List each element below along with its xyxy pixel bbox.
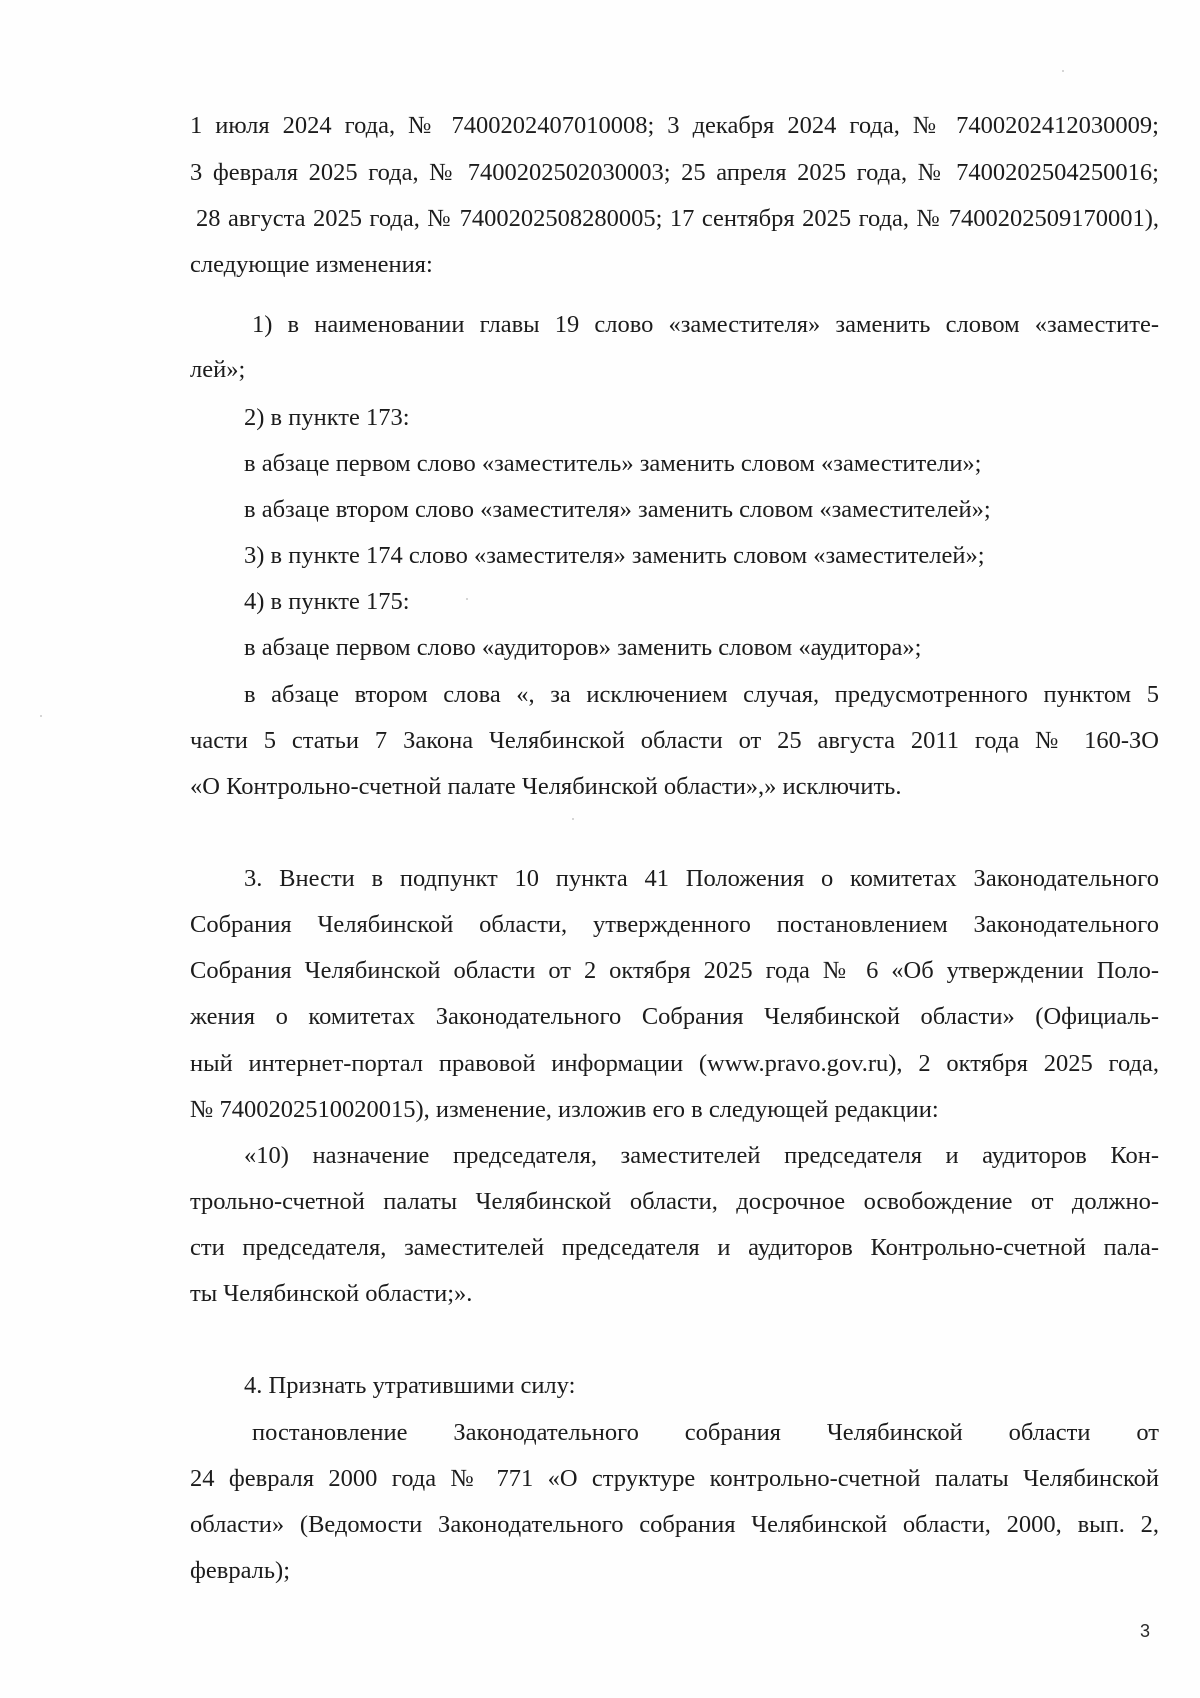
amendment-item-4-para-1: в абзаце первом слово «аудиторов» заменить словом «аудитора»; [244, 634, 922, 661]
section-3-line-4: жения о комитетах Законодательного Собрания Челябинской области» (Официаль- [190, 1003, 1159, 1030]
continuation-line-2: 3 февраля 2025 года, № 7400202502030003; 25 апреля 2025 года, № 7400202504250016; [190, 159, 1159, 186]
amendment-item-3: 3) в пункте 174 слово «заместителя» заменить словом «заместителей»; [244, 542, 985, 569]
section-4-line-4: февраль); [190, 1557, 291, 1584]
section-3-quote-line-2: трольно-счетной палаты Челябинской области, досрочное освобождение от должно- [190, 1188, 1159, 1215]
section-3-line-2: Собрания Челябинской области, утвержденного постановлением Законодательного [190, 911, 1159, 938]
section-3-line-6: № 7400202510020015), изменение, изложив его в следующей редакции: [190, 1096, 939, 1123]
section-3-quote-line-4: ты Челябинской области;». [190, 1280, 473, 1307]
amendment-item-1-line-1: 1) в наименовании главы 19 слово «заместителя» заменить словом «заместите- [252, 311, 1159, 338]
section-4-line-1: постановление Законодательного собрания Челябинской области от [252, 1419, 1159, 1446]
scan-speck [40, 715, 42, 717]
amendment-item-4-para-2-line-2: части 5 статьи 7 Закона Челябинской области от 25 августа 2011 года № 160-ЗО [190, 727, 1159, 754]
section-3-quote-line-3: сти председателя, заместителей председателя и аудиторов Контрольно-счетной пала- [190, 1234, 1159, 1261]
section-3-line-1: 3. Внести в подпункт 10 пункта 41 Положения о комитетах Законодательного [244, 865, 1159, 892]
scan-speck [572, 818, 574, 820]
continuation-line-4: следующие изменения: [190, 251, 433, 278]
section-3-line-5: ный интернет-портал правовой информации (www.pravo.gov.ru), 2 октября 2025 года, [190, 1050, 1159, 1077]
section-4-heading: 4. Признать утратившими силу: [244, 1372, 576, 1399]
amendment-item-2-heading: 2) в пункте 173: [244, 404, 410, 431]
amendment-item-4-heading: 4) в пункте 175: [244, 588, 410, 615]
section-3-line-3: Собрания Челябинской области от 2 октября 2025 года № 6 «Об утверждении Поло- [190, 957, 1159, 984]
amendment-item-4-para-2-line-1: в абзаце втором слова «, за исключением случая, предусмотренного пунктом 5 [244, 681, 1159, 708]
section-3-quote-line-1: «10) назначение председателя, заместителей председателя и аудиторов Кон- [244, 1142, 1159, 1169]
amendment-item-1-line-2: лей»; [190, 356, 246, 383]
scan-speck [1062, 70, 1064, 72]
continuation-line-1: 1 июля 2024 года, № 7400202407010008; 3 декабря 2024 года, № 7400202412030009; [190, 112, 1159, 139]
amendment-item-4-para-2-line-3: «О Контрольно-счетной палате Челябинской области»,» исключить. [190, 773, 902, 800]
continuation-line-3: 28 августа 2025 года, № 7400202508280005; 17 сентября 2025 года, № 7400202509170001), [196, 205, 1159, 232]
amendment-item-2-para-1: в абзаце первом слово «заместитель» заменить словом «заместители»; [244, 450, 982, 477]
page-number: 3 [1140, 1621, 1151, 1641]
section-4-line-2: 24 февраля 2000 года № 771 «О структуре контрольно-счетной палаты Челябинской [190, 1465, 1159, 1492]
scan-speck [466, 598, 468, 600]
section-4-line-3: области» (Ведомости Законодательного собрания Челябинской области, 2000, вып. 2, [190, 1511, 1159, 1538]
amendment-item-2-para-2: в абзаце втором слово «заместителя» заменить словом «заместителей»; [244, 496, 991, 523]
